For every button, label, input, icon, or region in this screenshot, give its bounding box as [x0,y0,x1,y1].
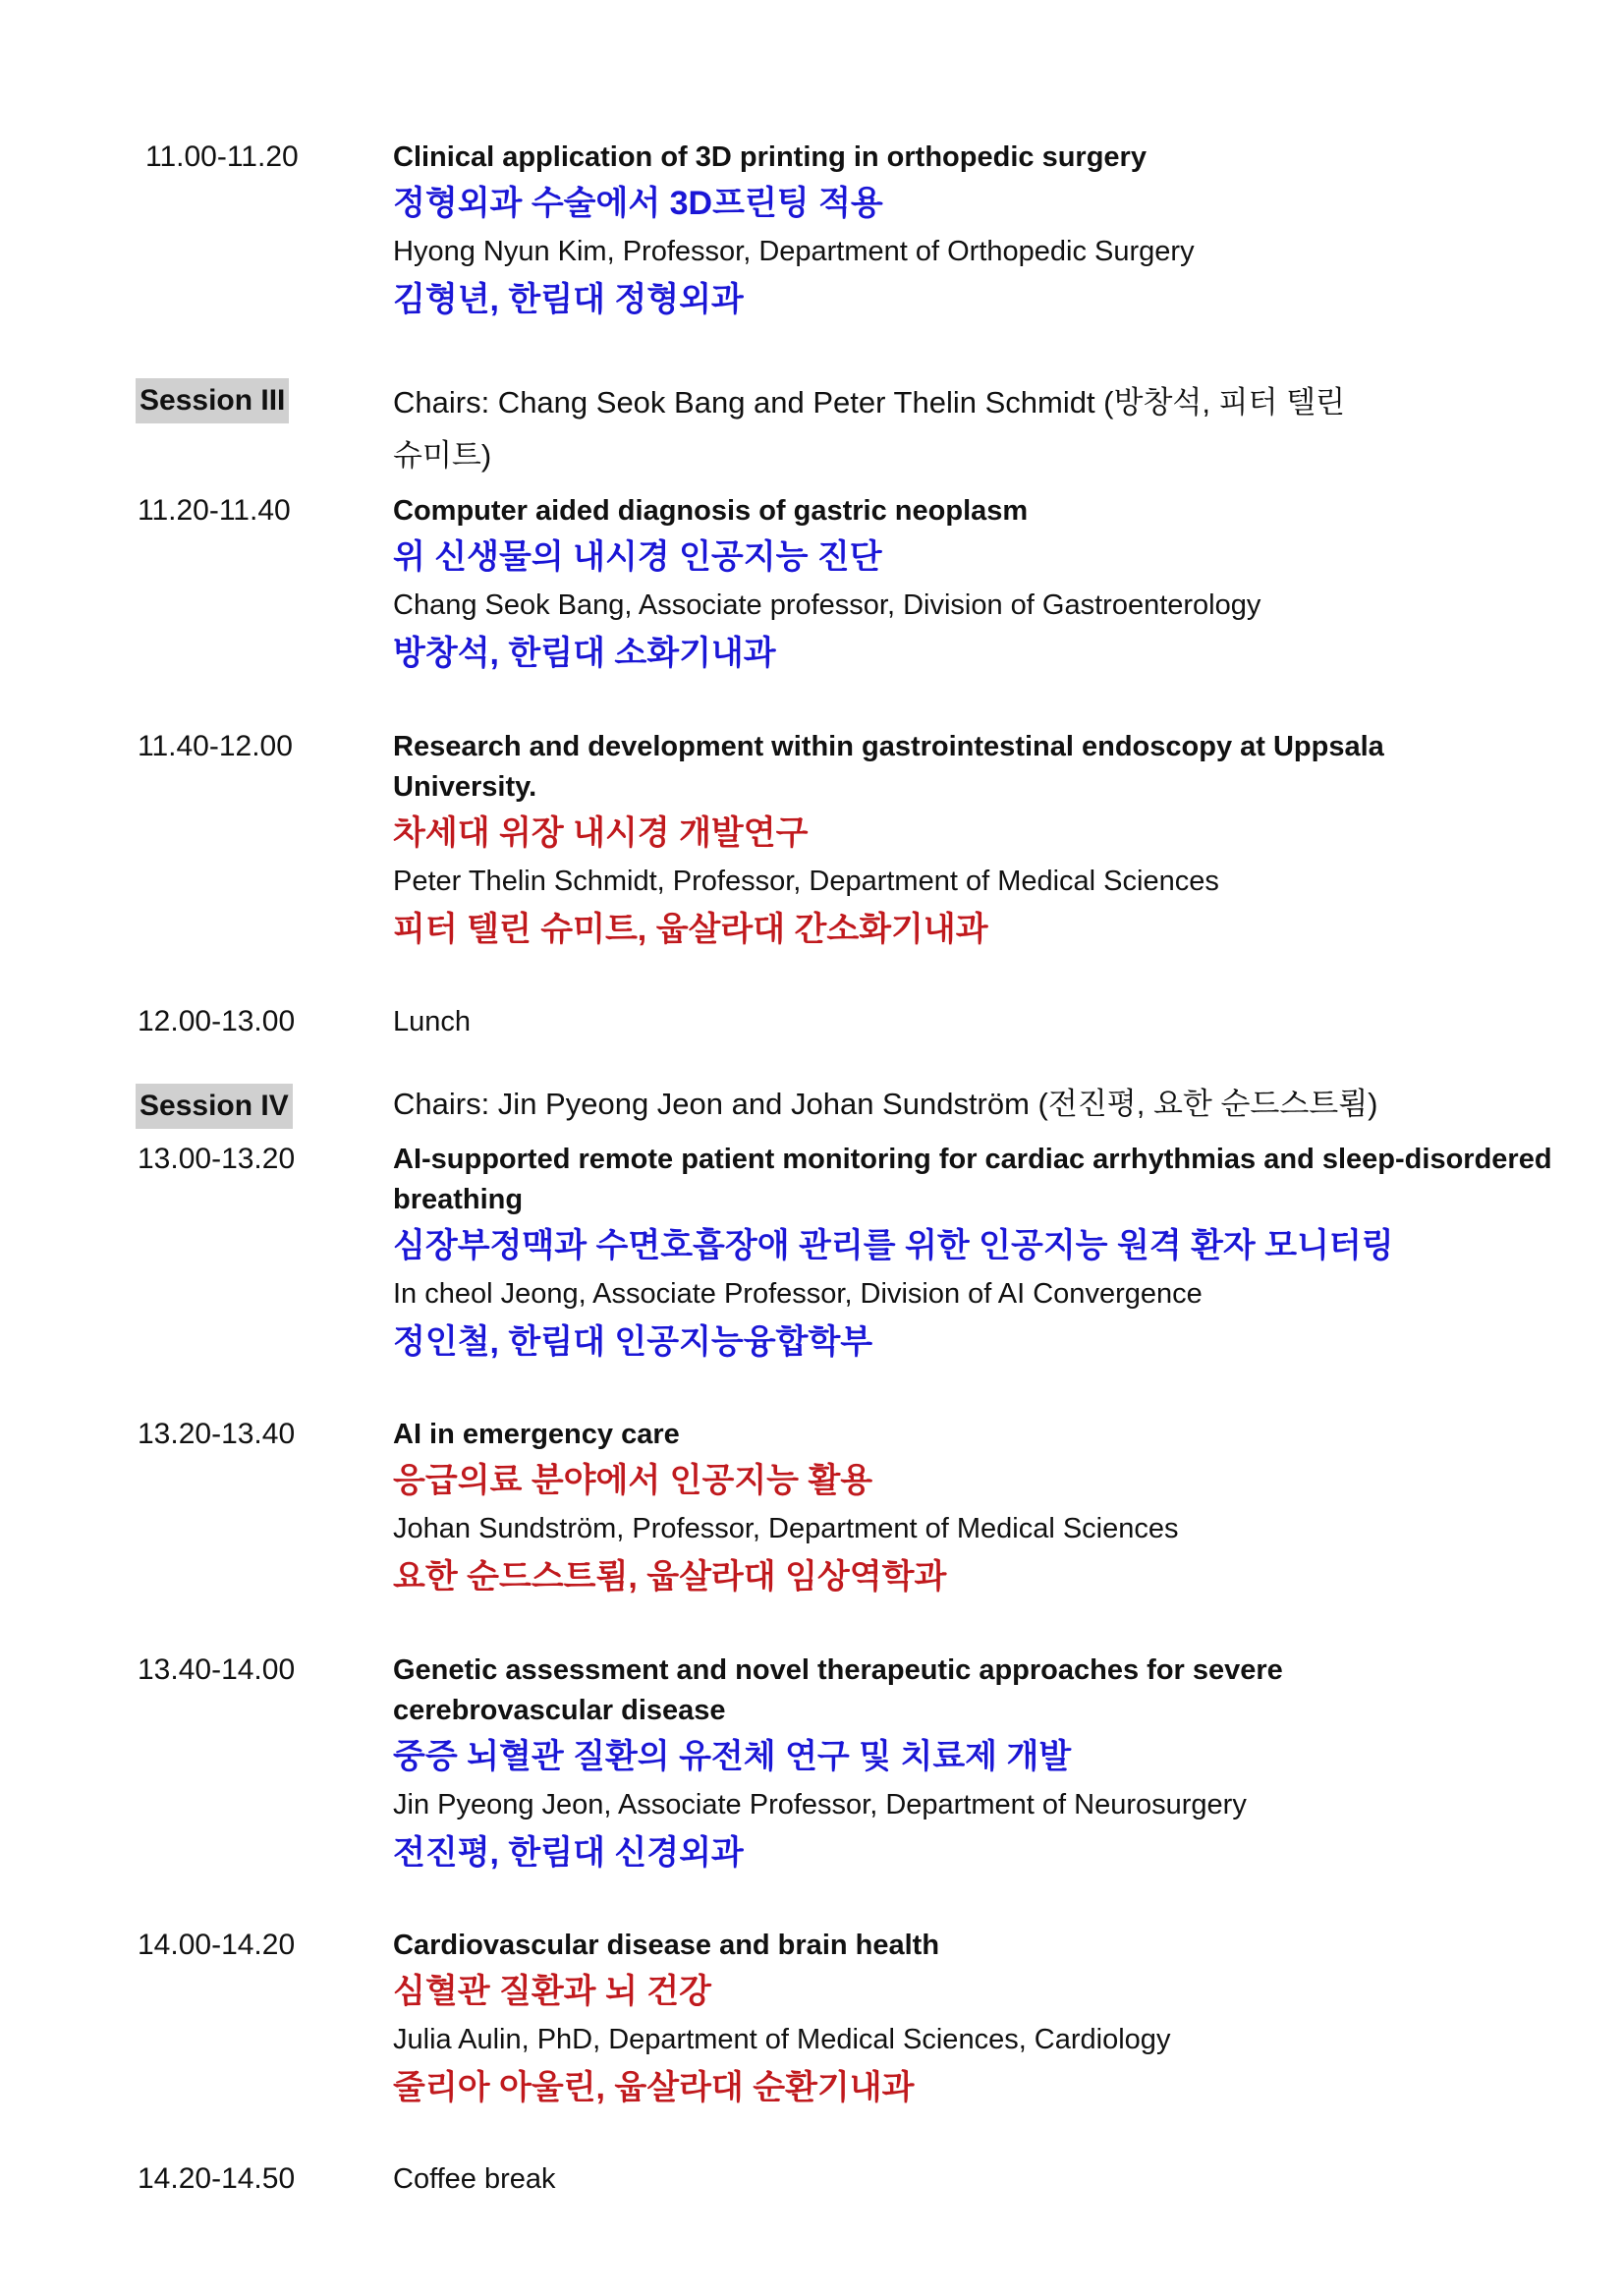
speaker-korean: 김형년, 한림대 정형외과 [393,281,744,318]
entry-time: 13.40-14.00 [138,1653,296,1686]
speaker: Chang Seok Bang, Associate professor, Division of Gastroenterology [393,589,1261,621]
speaker-korean: 요한 순드스트룀, 웁살라대 임상역학과 [393,1558,947,1596]
speaker-korean: 정인철, 한림대 인공지능융합학부 [393,1323,873,1361]
break-label: Lunch [393,1006,472,1037]
speaker-korean: 피터 텔린 슈미트, 웁살라대 간소화기내과 [393,911,988,948]
talk-title: Research and development within gastrointestinal endoscopy at Uppsala University. [393,731,1384,803]
entry-content [393,491,1572,679]
session-chairs: Chairs: Chang Seok Bang and Peter Thelin Schmidt (방창석, 피터 텔린 슈미트) [393,385,1345,473]
session-chairs: Chairs: Jin Pyeong Jeon and Johan Sundström (전진평, 요한 순드스트룀) [393,1087,1378,1121]
entry-content [393,1651,1425,1878]
speaker: In cheol Jeong, Associate Professor, Division of AI Convergence [393,1278,1203,1310]
talk-title-korean: 응급의료 분야에서 인공지능 활용 [393,1462,873,1499]
talk-title: Genetic assessment and novel therapeutic approaches for severe cerebrovascular disease [393,1654,1283,1726]
entry-time: 11.40-12.00 [138,730,293,762]
talk-title-korean: 위 신생물의 내시경 인공지능 진단 [393,538,882,576]
talk-title: Clinical application of 3D printing in orthopedic surgery [393,141,1147,173]
entry-time: 12.00-13.00 [138,1005,296,1037]
entry-content [393,138,1572,325]
break-label: Coffee break [393,2163,556,2195]
speaker: Julia Aulin, PhD, Department of Medical Sciences, Cardiology [393,2024,1171,2055]
speaker: Jin Pyeong Jeon, Associate Professor, Department of Neurosurgery [393,1789,1247,1820]
talk-title-korean: 정형외과 수술에서 3D프린팅 적용 [393,185,883,222]
talk-title: Computer aided diagnosis of gastric neoplasm [393,495,1029,527]
entry-content [393,1140,1611,1368]
entry-time: 14.20-14.50 [138,2162,296,2195]
entry-time: 14.00-14.20 [138,1929,296,1961]
entry-time: 11.00-11.20 [145,140,299,173]
entry-content [393,1926,1572,2113]
talk-title-korean: 차세대 위장 내시경 개발연구 [393,814,809,852]
talk-title-korean: 심장부정맥과 수면호흡장애 관리를 위한 인공지능 원격 환자 모니터링 [393,1227,1394,1264]
talk-title: Cardiovascular disease and brain health [393,1930,940,1961]
entry-time: 13.00-13.20 [138,1143,296,1175]
session-label: Session III [136,378,289,423]
entry-content [393,727,1425,955]
entry-time: 11.20-11.40 [138,494,291,527]
talk-title: AI-supported remote patient monitoring for cardiac arrhythmias and sleep-disordered breathing [393,1144,1552,1215]
speaker: Johan Sundström, Professor, Department of Medical Sciences [393,1513,1179,1544]
entry-time: 13.20-13.40 [138,1418,296,1450]
speaker-korean: 줄리아 아울린, 웁살라대 순환기내과 [393,2069,915,2106]
talk-title: AI in emergency care [393,1419,680,1450]
speaker: Peter Thelin Schmidt, Professor, Department of Medical Sciences [393,866,1219,897]
speaker-korean: 방창석, 한림대 소화기내과 [393,635,776,672]
talk-title-korean: 심혈관 질환과 뇌 건강 [393,1973,711,2010]
speaker: Hyong Nyun Kim, Professor, Department of Orthopedic Surgery [393,236,1195,267]
entry-content [393,1415,1572,1602]
talk-title-korean: 중증 뇌혈관 질환의 유전체 연구 및 치료제 개발 [393,1738,1072,1775]
speaker-korean: 전진평, 한림대 신경외과 [393,1834,744,1872]
session-label: Session IV [136,1084,293,1129]
